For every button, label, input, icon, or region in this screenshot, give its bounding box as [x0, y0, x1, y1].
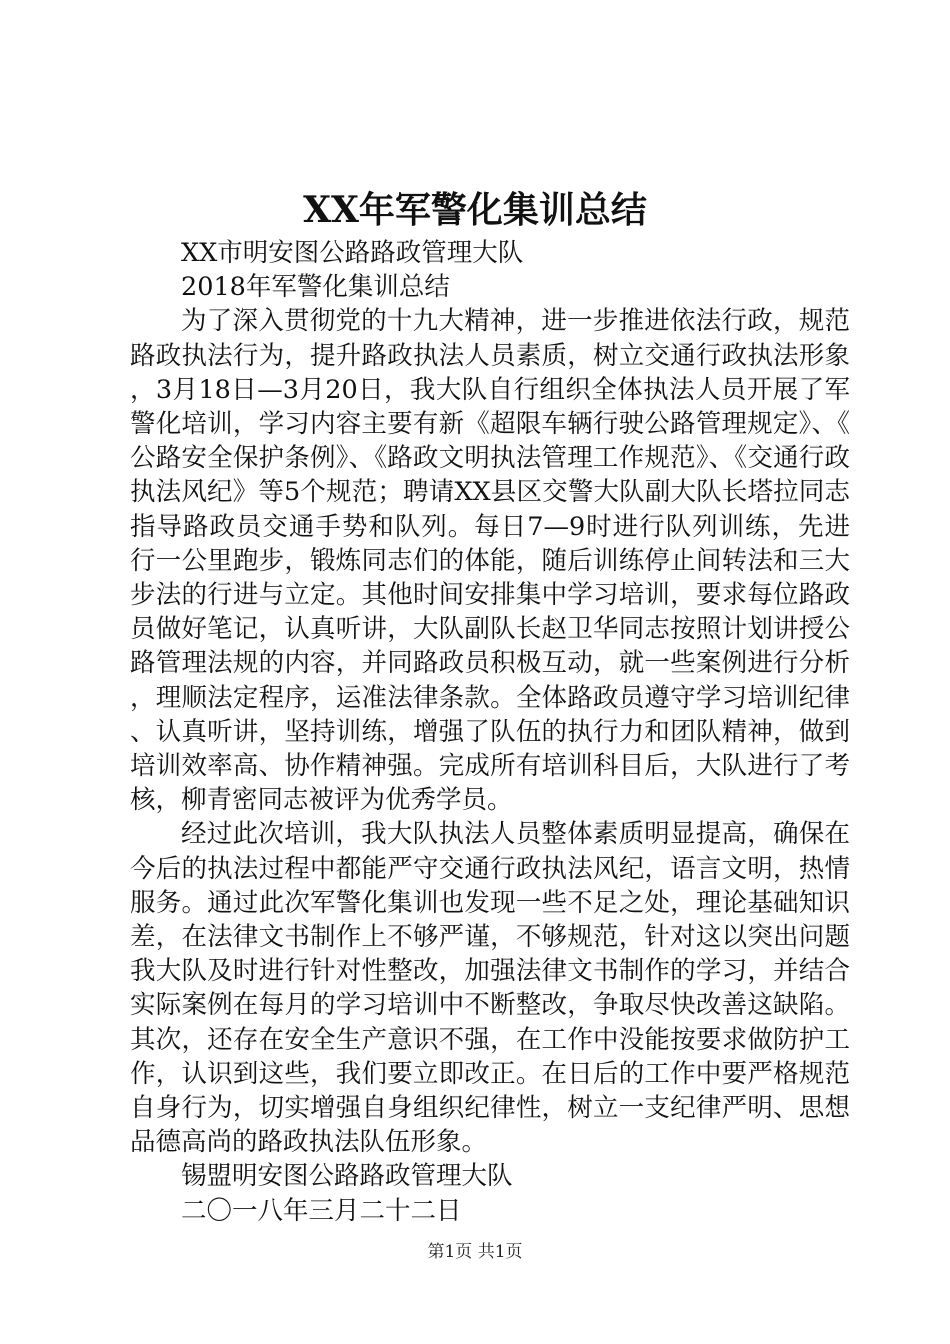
- page-number-footer: 第1页 共1页: [427, 1242, 523, 1262]
- subtitle-line: 2018年军警化集训总结: [181, 272, 450, 303]
- paragraph-1: 为了深入贯彻党的十九大精神，进一步推进依法行政，规范路政执法行为，提升路政执法人员素质，树立交通行政执法形象，3月18日—3月20日，我大队自行组织全体执法人员开展了军警化培训，学习内容主要有新《超限车辆行驶公路管理规定》、《公路安全保护条例》、《路政文明执法管理工作规范》、《交通行政执法风纪》等5个规范；聘请XX县区交警大队副大队长塔拉同志指导路政员交通手势和队列。每日7—9时进行队列训练，先进行一公里跑步，锻炼同志们的体能，随后训练停止间转法和三大步法的行进与立定。其他时间安排集中学习培训，要求每位路政员做好笔记，认真听讲，大队副队长赵卫华同志按照计划讲授公路管理法规的内容，并同路政员积极互动，就一些案例进行分析，理顺法定程序，运准法律条款。全体路政员遵守学习培训纪律、认真听讲，坚持训练，增强了队伍的执行力和团队精神，做到培训效率高、协作精神强。完成所有培训科目后，大队进行了考核，柳青密同志被评为优秀学员。: [130, 306, 850, 816]
- paragraph-2: 经过此次培训，我大队执法人员整体素质明显提高，确保在今后的执法过程中都能严守交通行政执法风纪，语言文明，热情服务。通过此次军警化集训也发现一些不足之处，理论基础知识差，在法律文书制作上不够严谨，不够规范，针对这以突出问题我大队及时进行针对性整改，加强法律文书制作的学习，并结合实际案例在每月的学习培训中不断整改，争取尽快改善这缺陷。其次，还存在安全生产意识不强，在工作中没能按要求做防护工作，认识到这些，我们要立即改正。在日后的工作中要严格规范自身行为，切实增强自身组织纪律性，树立一支纪律严明、思想品德高尚的路政执法队伍形象。: [130, 819, 850, 1158]
- signature-date: 二〇一八年三月二十二日: [181, 1195, 462, 1226]
- document-title: XX年军警化集训总结: [303, 189, 647, 231]
- document-body: [130, 236, 850, 1228]
- signature-org: 锡盟明安图公路路政管理大队: [181, 1161, 513, 1192]
- org-line: XX市明安图公路路政管理大队: [181, 238, 524, 268]
